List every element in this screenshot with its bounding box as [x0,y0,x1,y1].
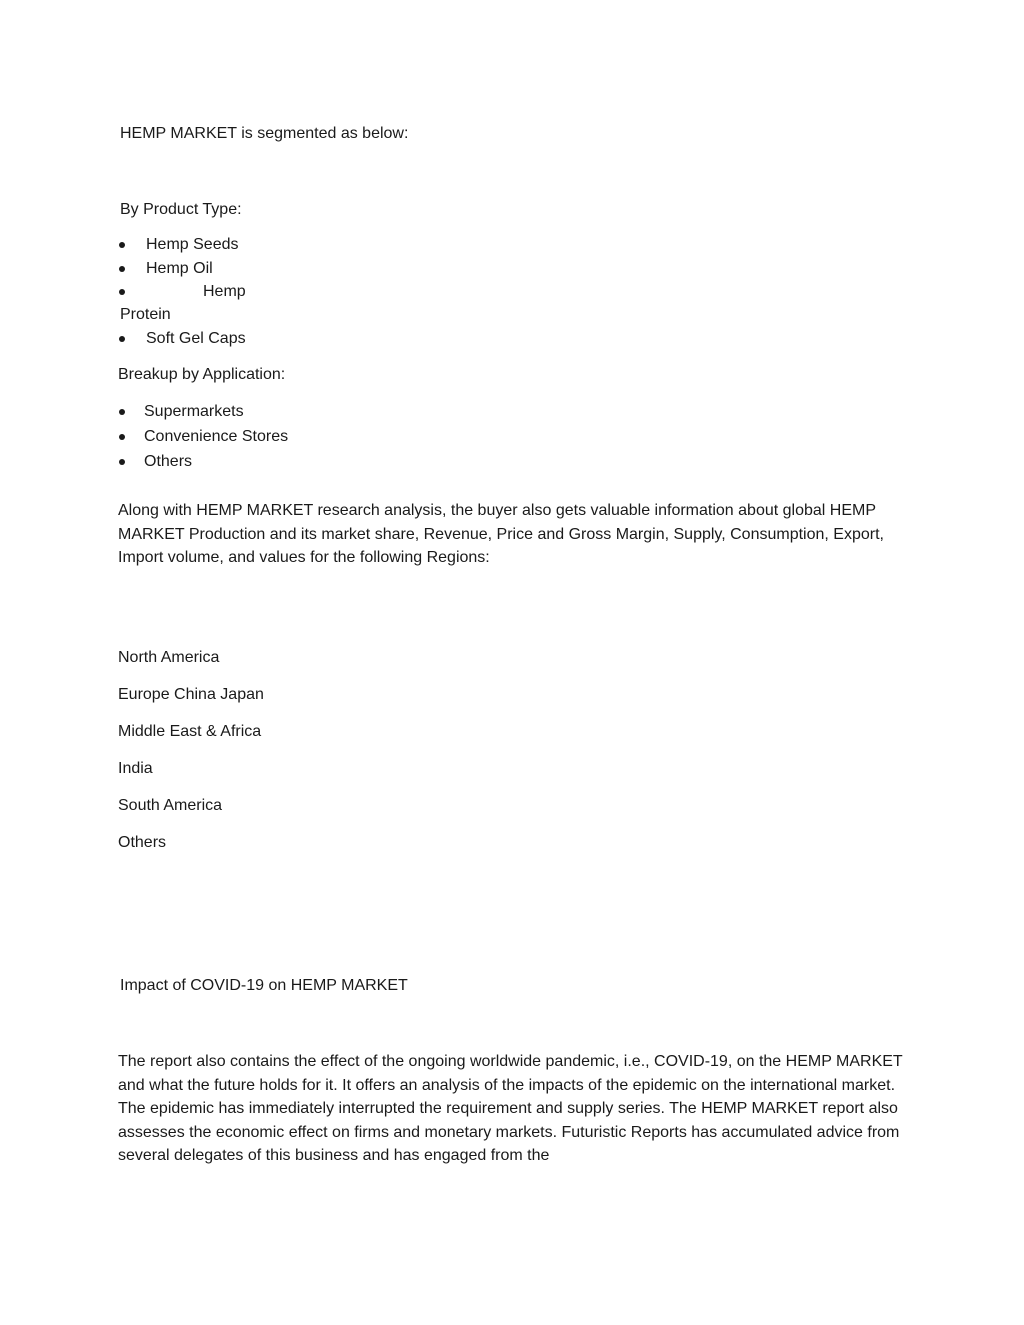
region-others: Others [118,834,167,851]
region-india: India [118,760,153,777]
bullet-icon [119,266,125,272]
application-label: Breakup by Application: [118,366,286,383]
region-north-america: North America [118,649,220,666]
region-south-america: South America [118,797,223,814]
application-item-convenience-stores: Convenience Stores [144,428,289,445]
product-item-hemp: Hemp [203,283,246,300]
product-item-hemp-oil: Hemp Oil [146,260,213,277]
bullet-icon [119,242,125,248]
product-item-soft-gel-caps: Soft Gel Caps [146,330,246,347]
regions-intro-paragraph: Along with HEMP MARKET research analysis, the buyer also gets valuable information about global HEMP MARKET Production and its market share, Revenue, Price and Gross Margin, Supply, Consumption, Export, Import volume, and values for the following Regions: [118,502,884,566]
bullet-icon [119,289,125,295]
application-item-supermarkets: Supermarkets [144,403,244,420]
segmentation-heading: HEMP MARKET is segmented as below: [120,125,409,142]
region-middle-east-africa: Middle East & Africa [118,723,262,740]
covid-heading: Impact of COVID-19 on HEMP MARKET [120,977,408,994]
bullet-icon [119,459,125,465]
product-type-label: By Product Type: [120,201,242,218]
product-item-protein: Protein [120,306,171,323]
covid-paragraph: The report also contains the effect of the ongoing worldwide pandemic, i.e., COVID-19, on the HEMP MARKET and what the future holds for it. It offers an analysis of the impacts of the epidemic on the international market. The epidemic has immediately interrupted the requirement and supply series. The HEMP MARKET report also assesses the economic effect on firms and monetary markets. Futuristic Reports has accumulated advice from several delegates of this business and has engaged from the [118,1053,903,1164]
product-item-hemp-seeds: Hemp Seeds [146,236,239,253]
application-item-others: Others [144,453,193,470]
bullet-icon [119,336,125,342]
bullet-icon [119,409,125,415]
region-europe-china-japan: Europe China Japan [118,686,264,703]
bullet-icon [119,434,125,440]
